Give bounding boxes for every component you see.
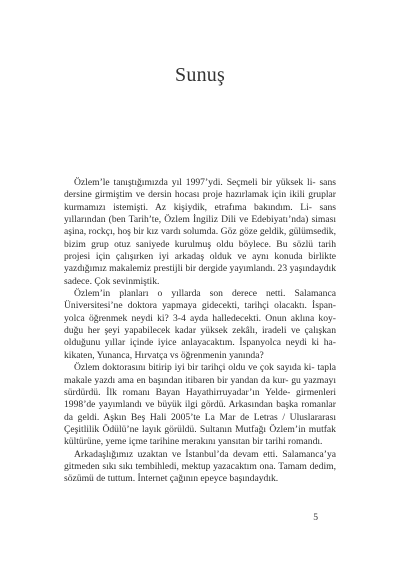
paragraph-3	[64, 362, 336, 448]
line: Özlem doktorasını bitirip iyi bir tarihçi oldu ve çok sayıda ki-	[74, 362, 315, 374]
line: sans dersine girmiştim ve dersin hocası proje hazırlamak için ikili	[64, 177, 336, 201]
line: duğu her şeyi yapabilecek kadar yüksek zekâlı, iradeli ve çalışkan	[64, 325, 336, 337]
line: başka romanlar da geldi. Aşkın Beş Hali 2005’te La Mar de Letras	[64, 399, 336, 423]
line: birlikte yazdığımız makalemiz prestijli bir dergide yayımlandı. 23	[64, 251, 336, 275]
page-title: Sunuş	[175, 64, 225, 86]
line: sözlü tarih projesi için çalışırken iyi arkadaş olduk ve aynı konuda	[64, 238, 336, 263]
line: Arkadaşlığımız uzaktan ve İstanbul’da devam etti. Salamanca’ya	[74, 448, 336, 460]
line: girmenleri 1998’de yayımlandı ve büyük ilgi gördü. Arkasından	[64, 386, 337, 411]
page-number: 5	[313, 512, 318, 523]
line: yaşındaydık sadece. Çok sevinmiştik.	[64, 263, 336, 287]
line: gitmeden sıkı sıkı tembihledi, mektup yazacaktım ona. Tamam	[64, 460, 307, 472]
line: bir tarihi romandı.	[252, 436, 323, 448]
line: sans yıllarından (ben Tarih’te, Özlem İngiliz Dili ve Edebiyatı’nda)	[64, 201, 336, 226]
line: gu yazmayı sürdürdü. İlk romanı Bayan Hayathirruyadar’ın Yelde-	[64, 374, 336, 398]
paragraph-4	[64, 449, 336, 486]
line: tapla makale yazdı ama en başından itibaren bir yandan da kur-	[64, 362, 336, 386]
line: Özlem’in planları o yıllarda son derece netti. Salamanca	[74, 288, 336, 300]
paragraph-1	[64, 177, 336, 288]
line: kikaten, Yunanca, Hırvatça vs öğrenmenin yanında?	[64, 349, 264, 361]
line: Özlem’in mutfak kültürüne, yeme içme tarihine merakını yansıtan	[64, 423, 336, 448]
line: Üniversitesi’ne doktora yapmaya gidecekti, tarihçi olacaktı. İspan-	[64, 300, 336, 312]
line: / Uluslararası Çeşitlilik Ödülü’ne layık görüldü. Sultanın Mutfağı	[64, 411, 337, 435]
body-text	[64, 177, 336, 486]
line: yolca öğrenmek neydi ki? 3-4 ayda halledecekti. Onun aklına koy-	[64, 312, 336, 324]
line: olduğunu yıllar içinde iyice anlayacaktım. İspanyolca neydi ki ha-	[64, 337, 336, 349]
line: gruplar kurmamızı istemişti. Az kişiydik, etrafıma bakındım. Li-	[64, 189, 336, 213]
line: dedim, sözümü de tuttum. İnternet çağının epeyce başındaydık.	[64, 460, 336, 485]
line: Özlem’le tanıştığımızda yıl 1997’ydi. Seçmeli bir yüksek li-	[74, 177, 316, 188]
paragraph-2	[64, 288, 336, 362]
line: siması aşina, rockçı, hoş bir kız vardı solumda. Göz göze geldik,	[64, 214, 336, 238]
line: gülümsedik, bizim grup otuz saniyede kurulmuş oldu böylece. Bu	[64, 226, 336, 250]
